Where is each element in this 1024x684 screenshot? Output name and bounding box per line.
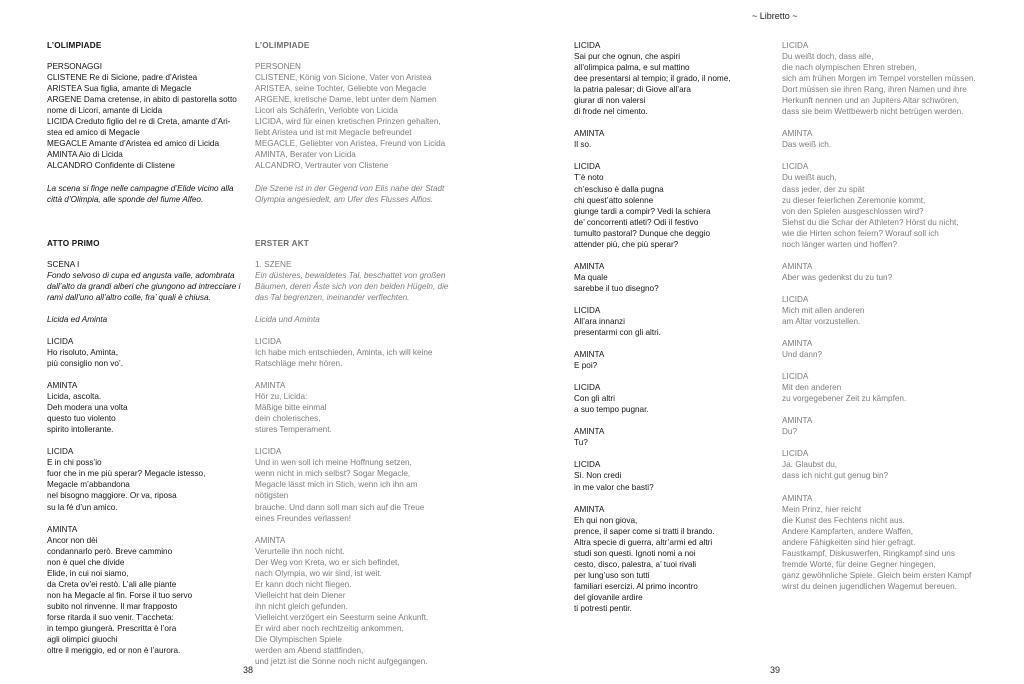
- act-title: ATTO PRIMO: [47, 238, 100, 248]
- text-line: ti potresti pentir.: [574, 603, 632, 613]
- text-line: ch’escluso è dalla pugna: [574, 184, 664, 194]
- text-line: Olympia angesiedelt, am Ufer des Flusses Alfios.: [255, 194, 434, 204]
- text-line: AMINTA: [782, 416, 813, 426]
- text-line: nome di Licori, amante di Licida: [47, 106, 163, 116]
- text-block: [574, 382, 770, 415]
- text-line: non ha Megacle al fin. Forse il tuo servo: [47, 590, 193, 600]
- text-line: Und in wen soll ich meine Hoffnung setzen,: [255, 458, 412, 468]
- text-line: MEGACLE Amante d’Aristea ed amico di Licida: [47, 139, 220, 149]
- stage-direction-line: dall’alto da grandi alberi che giungono ad intrecciare i: [47, 281, 241, 291]
- text-line: ARGENE Dama cretense, in abito di pastorella sotto: [47, 95, 237, 105]
- text-line: zu vorgegebener Zeit zu kämpfen.: [782, 394, 907, 404]
- text-line: CLISTENE, König von Sicione, Vater von Aristea: [255, 73, 432, 83]
- text-line: ganz gewöhnliche Spiele. Gleich beim ersten Kampf: [782, 570, 972, 580]
- page-number-right: 39: [770, 665, 781, 675]
- text-line: LICIDA: [47, 336, 74, 346]
- text-block: [47, 259, 243, 303]
- text-block: [574, 261, 770, 294]
- text-line: AMINTA, Berater von Licida: [255, 150, 356, 160]
- text-line: AMINTA: [574, 350, 605, 360]
- text-line: La scena si finge nelle campagne d’Elide vicino alla: [47, 183, 234, 193]
- text-line: Ancor non dèi: [47, 535, 98, 545]
- text-line: Ho risoluto, Aminta,: [47, 347, 118, 357]
- text-block: [255, 380, 451, 435]
- text-line: giurar di non valersi: [574, 96, 646, 106]
- text-line: Licida und Aminta: [255, 314, 320, 324]
- text-line: AMINTA: [782, 339, 813, 349]
- text-block: [782, 40, 982, 117]
- text-block: [782, 493, 982, 592]
- text-line: Herkunft nennen und an Jupiters Altar schwören,: [782, 96, 960, 106]
- text-line: familiari esercizi. Al primo incontro: [574, 581, 698, 591]
- text-line: AMINTA: [255, 381, 286, 391]
- text-line: wenn nicht in mich selbst? Sogar Megacle,: [255, 469, 411, 479]
- text-line: Das weiß ich.: [782, 140, 832, 150]
- text-line: Mein Prinz, hier reicht: [782, 504, 862, 514]
- text-line: AMINTA: [574, 129, 605, 139]
- text-line: de’ concorrenti atleti? Odi il festivo: [574, 217, 699, 227]
- text-line: E poi?: [574, 361, 598, 371]
- text-line: LICIDA: [574, 383, 601, 393]
- text-line: LICIDA: [255, 336, 282, 346]
- text-line: brauche. Und dann soll man sich auf die Treue: [255, 502, 425, 512]
- text-line: Und dann?: [782, 350, 823, 360]
- text-line: Er wird aber noch rechtzeitig ankommen.: [255, 623, 404, 633]
- text-block: [782, 294, 982, 327]
- text-line: attender più, che più sperar?: [574, 239, 679, 249]
- text-block: [255, 314, 451, 325]
- text-block: [782, 415, 982, 437]
- text-line: LICIDA: [574, 41, 601, 50]
- text-block: [574, 40, 770, 117]
- text-block: [47, 380, 243, 435]
- text-block: [782, 161, 982, 249]
- text-line: AMINTA: [47, 381, 78, 391]
- text-block: [255, 535, 451, 668]
- text-line: spirito intollerante.: [47, 425, 114, 435]
- text-line: stea ed amico di Megacle: [47, 128, 140, 138]
- text-block: [574, 305, 770, 338]
- text-line: da Creta ov’ei restò. L’ali alle piante: [47, 579, 177, 589]
- text-line: liebt Aristea und ist mit Megacle befreundet: [255, 128, 412, 138]
- text-line: von den Spielen ausgeschlossen wird?: [782, 206, 924, 216]
- text-line: LICIDA Creduto figlio del re di Creta, amante d’Ari-: [47, 117, 231, 127]
- text-line: und jetzt ist die Sonne noch nicht aufgegangen.: [255, 657, 428, 667]
- text-line: LICIDA: [782, 162, 809, 172]
- italian-column-right: [574, 40, 770, 625]
- text-line: ARISTEA Sua figlia, amante di Megacle: [47, 84, 192, 94]
- text-line: forse ritarda il suo venir. T’accheta:: [47, 612, 174, 622]
- text-line: AMINTA: [782, 493, 813, 503]
- text-line: Die Olympischen Spiele: [255, 635, 342, 645]
- section-title: L’OLIMPIADE: [255, 41, 310, 50]
- text-line: Elide, in cui noi siamo,: [47, 568, 129, 578]
- text-line: AMINTA: [574, 504, 605, 514]
- text-line: Ma quale: [574, 272, 608, 282]
- text-block: [574, 504, 770, 614]
- text-block: [782, 128, 982, 150]
- text-line: LICIDA: [574, 460, 601, 470]
- text-block: [574, 459, 770, 492]
- text-block: [574, 128, 770, 150]
- text-line: MEGACLE, Geliebter von Aristea, Freund von Licida: [255, 139, 446, 149]
- text-line: CLISTENE Re di Sicione, padre d’Aristea: [47, 73, 198, 83]
- text-line: Mit den anderen: [782, 383, 842, 393]
- text-line: LICIDA, wird für einen kretischen Prinzen gehalten,: [255, 117, 441, 127]
- text-line: Dort müssen sie ihren Rang, ihren Namen und ihre: [782, 85, 967, 95]
- text-block: [47, 314, 243, 325]
- text-line: Eh qui non giova,: [574, 515, 638, 525]
- text-line: chi quest’atto solenne: [574, 195, 654, 205]
- text-line: AMINTA: [255, 535, 286, 545]
- text-line: oltre il meriggio, ed or non è l’aurora.: [47, 646, 181, 656]
- text-line: Du weißt doch, dass alle,: [782, 52, 874, 62]
- text-line: Die Szene ist in der Gegend von Elis nahe der Stadt: [255, 183, 445, 193]
- text-line: LICIDA: [782, 449, 809, 459]
- text-line: AMINTA: [47, 524, 78, 534]
- text-line: questo tuo violento: [47, 414, 116, 424]
- text-block: [782, 338, 982, 360]
- text-line: AMINTA: [574, 427, 605, 437]
- text-line: giunge tardi a compir? Vedi la schiera: [574, 206, 711, 216]
- text-block: [255, 183, 451, 205]
- italian-column-left: [47, 40, 243, 667]
- text-line: Ich habe mich entschieden, Aminta, ich will keine: [255, 347, 433, 357]
- text-line: sarebbe il tuo disegno?: [574, 283, 659, 293]
- text-line: ARISTEA, seine Tochter, Geliebte von Megacle: [255, 84, 427, 94]
- text-line: Sai pur che ognun, che aspiri: [574, 52, 681, 62]
- text-line: AMINTA: [782, 261, 813, 271]
- text-block: [47, 61, 243, 171]
- text-line: fuor che in me più sperar? Megacle istesso,: [47, 469, 206, 479]
- text-line: die nach olympischen Ehren streben,: [782, 63, 917, 73]
- text-block: [574, 426, 770, 448]
- text-line: wie die Hirten schon feiern? Worauf soll ich: [782, 228, 939, 238]
- text-line: all’olimpica palma, e sul mattino: [574, 63, 690, 73]
- text-line: studi son questi. Ignoti nomi a noi: [574, 548, 696, 558]
- text-line: ALCANDRO, Vertrauter von Clistene: [255, 161, 389, 171]
- text-block: [47, 524, 243, 657]
- text-line: ARGENE, kretische Dame, lebt unter dem Namen: [255, 95, 437, 105]
- stage-direction-line: Ein düsteres, bewaldetes Tal, beschattet von großen: [255, 270, 446, 280]
- text-line: All’ara innanzi: [574, 316, 625, 326]
- text-line: condannarlo però. Breve cammino: [47, 546, 173, 556]
- text-line: tumulto pastoral? Dunque che deggio: [574, 228, 711, 238]
- text-line: Sì. Non credi: [574, 471, 622, 481]
- text-line: LICIDA: [782, 294, 809, 304]
- german-column-left: [255, 40, 451, 678]
- text-line: Megacle m’abbandona: [47, 480, 130, 490]
- text-line: più consiglio non vo’.: [47, 358, 124, 368]
- text-line: Licori als Schäferin, Verlobte von Licida: [255, 106, 398, 116]
- text-line: la patria palesar; di Giove all’ara: [574, 85, 691, 95]
- text-line: fremde Worte, für deine Gegner hingegen,: [782, 559, 936, 569]
- text-line: Aber was gedenkst du zu tun?: [782, 272, 893, 282]
- stage-direction-line: Fondo selvoso di cupa ed angusta valle, adombrata: [47, 270, 235, 280]
- text-block: [782, 261, 982, 283]
- text-line: Tu?: [574, 438, 588, 448]
- text-line: eines Freundes verlassen!: [255, 513, 352, 523]
- text-line: LICIDA: [47, 447, 74, 457]
- text-line: dass ich nicht gut genug bin?: [782, 471, 889, 481]
- text-line: dee presentarsi al tempio; il grado, il nome,: [574, 74, 731, 84]
- text-line: zu dieser feierlichen Zeremonie kommt,: [782, 195, 926, 205]
- text-line: Du?: [782, 427, 798, 437]
- text-line: sich am frühen Morgen im Tempel vorstellen müssen.: [782, 74, 976, 84]
- text-line: stures Temperament.: [255, 425, 332, 435]
- running-header: ~ Libretto ~: [752, 11, 798, 21]
- text-line: Licida ed Aminta: [47, 314, 108, 324]
- text-line: LICIDA: [782, 372, 809, 382]
- stage-direction-line: rami dall’uno all’altro colle, fra’ quali è chiusa.: [47, 292, 211, 302]
- text-line: nach Olympia, wo wir sind, ist weit.: [255, 568, 382, 578]
- text-line: wirst du deinen jugendlichen Wagemut bereuen.: [782, 581, 957, 591]
- text-line: Siehst du die Schar der Athleten? Hörst du nicht,: [782, 217, 959, 227]
- text-line: presentarmi con gli altri.: [574, 328, 661, 338]
- text-line: Altra specie di guerra, altr’armi ed altri: [574, 537, 713, 547]
- text-line: su la fé d’un amico.: [47, 502, 118, 512]
- text-line: per lung’uso son tutti: [574, 570, 650, 580]
- text-line: Hör zu, Licida:: [255, 392, 308, 402]
- spacer: [255, 216, 451, 238]
- act-title: ERSTER AKT: [255, 238, 310, 248]
- text-line: E in chi poss’io: [47, 458, 102, 468]
- text-line: dass jeder, der zu spät: [782, 184, 865, 194]
- text-line: Ja. Glaubst du,: [782, 460, 838, 470]
- text-line: Andere Kampfarten, andere Waffen,: [782, 526, 914, 536]
- text-line: Vielleicht verzögert ein Seesturm seine Ankunft.: [255, 612, 429, 622]
- text-line: Du weißt auch,: [782, 173, 837, 183]
- text-block: [574, 161, 770, 249]
- text-block: [782, 371, 982, 404]
- text-line: Er kann doch nicht fliegen.: [255, 579, 352, 589]
- text-line: dass sie beim Wettbewerb nicht betrügen werden.: [782, 107, 964, 117]
- text-line: AMINTA Aio di Licida: [47, 150, 123, 160]
- text-line: Il so.: [574, 140, 592, 150]
- text-line: Mäßige bitte einmal: [255, 403, 327, 413]
- text-line: a suo tempo pugnar.: [574, 405, 649, 415]
- text-block: [255, 446, 451, 523]
- text-line: PERSONEN: [255, 62, 301, 72]
- text-line: noch länger warten und hoffen?: [782, 239, 898, 249]
- text-line: am Altar vorzustellen.: [782, 316, 861, 326]
- text-line: Verurteile ihn noch nicht.: [255, 546, 345, 556]
- text-line: LICIDA: [574, 162, 601, 172]
- text-line: agli olimpici giuochi: [47, 635, 118, 645]
- stage-direction-line: das Tal begrenzen, ineinander verflechten.: [255, 292, 410, 302]
- text-block: [255, 259, 451, 303]
- text-block: [47, 446, 243, 512]
- text-block: [782, 448, 982, 481]
- spacer: [47, 216, 243, 238]
- text-line: subito nol rinvenne. Il mar frapposto: [47, 601, 178, 611]
- text-line: LICIDA: [782, 41, 809, 50]
- stage-direction-line: Bäumen, deren Äste sich von den beiden Hügeln, die: [255, 281, 449, 291]
- text-line: ALCANDRO Confidente di Clistene: [47, 161, 175, 171]
- text-line: ihn nicht gleich gefunden.: [255, 601, 348, 611]
- text-line: Con gli altri: [574, 394, 615, 404]
- text-line: T’è noto: [574, 173, 604, 183]
- text-line: nel bisogno maggiore. Or va, riposa: [47, 491, 177, 501]
- text-line: AMINTA: [574, 261, 605, 271]
- text-line: Mich mit allen anderen: [782, 305, 865, 315]
- text-line: di frode nel cimento.: [574, 107, 648, 117]
- text-line: Megacle lässt mich in Stich, wenn ich ihn am nötigsten: [255, 480, 420, 501]
- text-block: [47, 183, 243, 205]
- text-line: LICIDA: [574, 305, 601, 315]
- text-line: werden am Abend stattfinden,: [255, 646, 364, 656]
- german-column-right: [782, 40, 982, 603]
- text-block: [255, 61, 451, 171]
- text-line: Vielleicht hat dein Diener: [255, 590, 346, 600]
- text-block: [574, 349, 770, 371]
- text-line: città d’Olimpia, alle sponde del fiume Alfeo.: [47, 194, 204, 204]
- text-line: Faustkampf, Diskuswerfen, Ringkampf sind uns: [782, 548, 955, 558]
- page-number-left: 38: [243, 665, 254, 675]
- text-block: [255, 336, 451, 369]
- section-title: L’OLIMPIADE: [47, 41, 102, 50]
- text-line: SCENA I: [47, 259, 80, 269]
- text-line: LICIDA: [255, 447, 282, 457]
- text-line: andere Fähigkeiten sind hier gefragt.: [782, 537, 916, 547]
- text-line: PERSONAGGI: [47, 62, 103, 72]
- text-line: cesto, disco, palestra, a’ tuoi rivali: [574, 559, 697, 569]
- text-line: del giovanile ardire: [574, 592, 643, 602]
- text-line: prence, il saper come si tratti il brando.: [574, 526, 715, 536]
- text-line: Deh modera una volta: [47, 403, 128, 413]
- text-line: in me valor che basti?: [574, 482, 654, 492]
- text-line: Ratschläge mehr hören.: [255, 358, 343, 368]
- text-line: AMINTA: [782, 129, 813, 139]
- text-line: Licida, ascolta.: [47, 392, 102, 402]
- text-line: Der Weg von Kreta, wo er sich befindet,: [255, 557, 400, 567]
- text-block: [47, 336, 243, 369]
- text-line: in tempo giungerà. Prescritta è l’ora: [47, 623, 177, 633]
- text-line: die Kunst des Fechtens nicht aus.: [782, 515, 905, 525]
- text-line: 1. SZENE: [255, 259, 292, 269]
- text-line: non è quel che divide: [47, 557, 125, 567]
- text-line: dein cholerisches,: [255, 414, 321, 424]
